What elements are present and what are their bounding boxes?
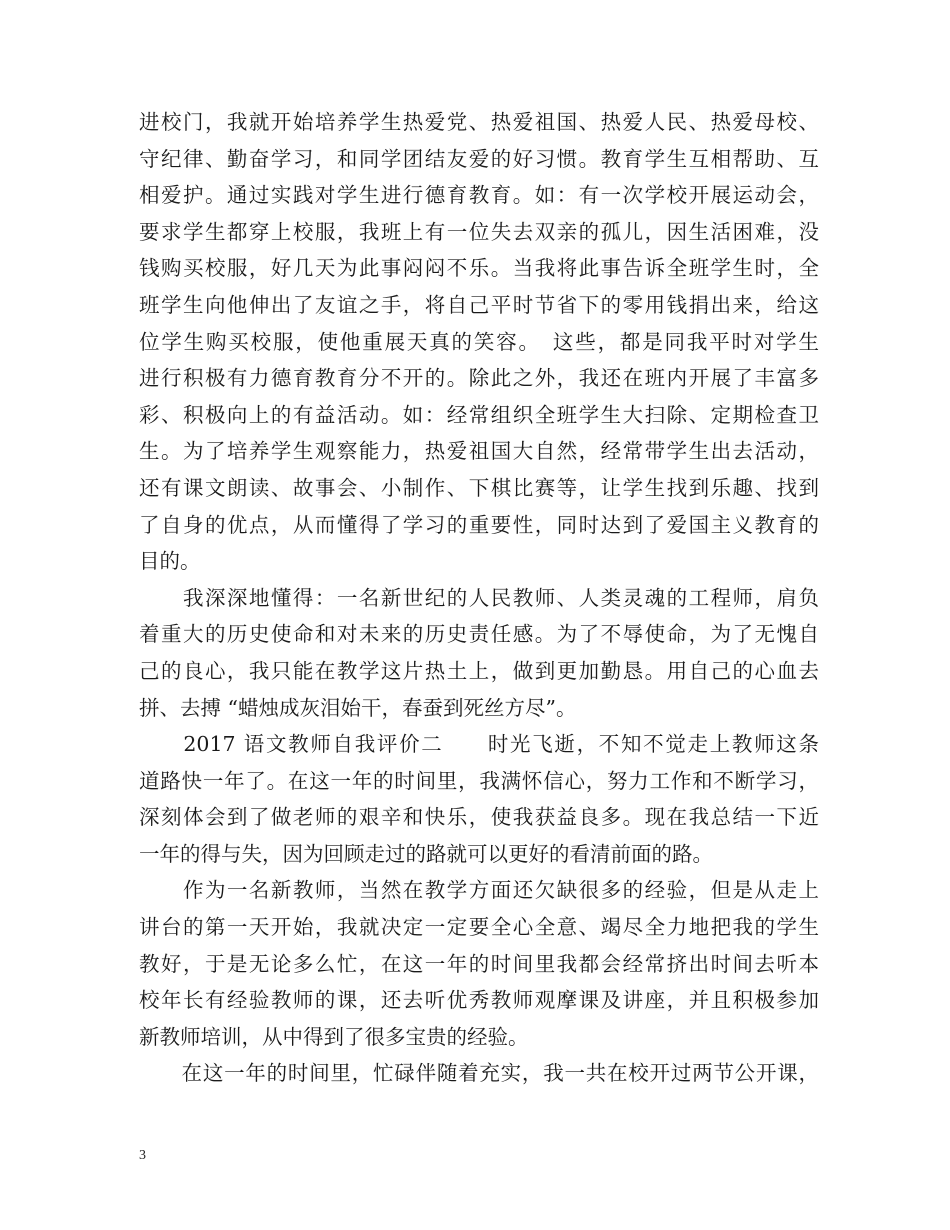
text-line: 在这一年的时间里，忙碌伴随着充实，我一共在校开过两节公开课，	[139, 1061, 819, 1086]
text-line: 我深深地懂得：一名新世纪的人民教师、人类灵魂的工程师，肩负	[139, 585, 819, 610]
text-line: 教好，于是无论多么忙，在这一年的时间里我都会经常挤出时间去听本	[139, 951, 819, 976]
text-line: 一年的得与失，因为回顾走过的路就可以更好的看清前面的路。	[139, 841, 713, 866]
text-line: 位学生购买校服，使他重展天真的笑容。 这些，都是同我平时对学生	[139, 329, 819, 354]
text-line: 深刻体会到了做老师的艰辛和快乐，使我获益良多。现在我总结一下近	[139, 805, 819, 830]
text-line: 钱购买校服，好几天为此事闷闷不乐。当我将此事告诉全班学生时，全	[139, 256, 819, 281]
text-line: 进校门，我就开始培养学生热爱党、热爱祖国、热爱人民、热爱母校、	[139, 110, 819, 134]
text-line: 彩、积极向上的有益活动。如：经常组织全班学生大扫除、定期检查卫	[139, 402, 819, 427]
page-number: 3	[139, 1148, 146, 1163]
text-line: 道路快一年了。在这一年的时间里，我满怀信心，努力工作和不断学习，	[139, 768, 819, 793]
text-line: 新教师培训，从中得到了很多宝贵的经验。	[139, 1024, 529, 1049]
text-line: 守纪律、勤奋学习，和同学团结友爱的好习惯。教育学生互相帮助、互	[139, 146, 819, 171]
text-line: 目的。	[139, 549, 201, 574]
document-body	[139, 104, 819, 1092]
text-line: 了自身的优点，从而懂得了学习的重要性，同时达到了爱国主义教育的	[139, 512, 819, 537]
text-line: 相爱护。通过实践对学生进行德育教育。如：有一次学校开展运动会，	[139, 183, 819, 208]
text-line: 生。为了培养学生观察能力，热爱祖国大自然，经常带学生出去活动，	[139, 439, 819, 464]
text-line: 进行积极有力德育教育分不开的。除此之外，我还在班内开展了丰富多	[139, 366, 819, 391]
text-line: 拼、去搏 “蜡烛成灰泪始干，春蚕到死丝方尽”。	[139, 695, 577, 720]
text-line: 班学生向他伸出了友谊之手，将自己平时节省下的零用钱捐出来，给这	[139, 292, 819, 317]
text-line: 还有课文朗读、故事会、小制作、下棋比赛等，让学生找到乐趣、找到	[139, 475, 819, 500]
text-line: 讲台的第一天开始，我就决定一定要全心全意、竭尽全力地把我的学生	[139, 915, 819, 940]
text-line: 要求学生都穿上校服，我班上有一位失去双亲的孤儿，因生活困难，没	[139, 219, 819, 244]
text-line: 作为一名新教师，当然在教学方面还欠缺很多的经验，但是从走上	[139, 878, 819, 903]
text-line: 己的良心，我只能在教学这片热土上，做到更加勤恳。用自己的心血去	[139, 658, 819, 683]
text-line: 校年长有经验教师的课，还去听优秀教师观摩课及讲座，并且积极参加	[139, 988, 819, 1013]
text-line: 着重大的历史使命和对未来的历史责任感。为了不辱使命，为了无愧自	[139, 622, 819, 647]
text-line: 2017 语文教师自我评价二 时光飞逝，不知不觉走上教师这条	[139, 732, 819, 757]
